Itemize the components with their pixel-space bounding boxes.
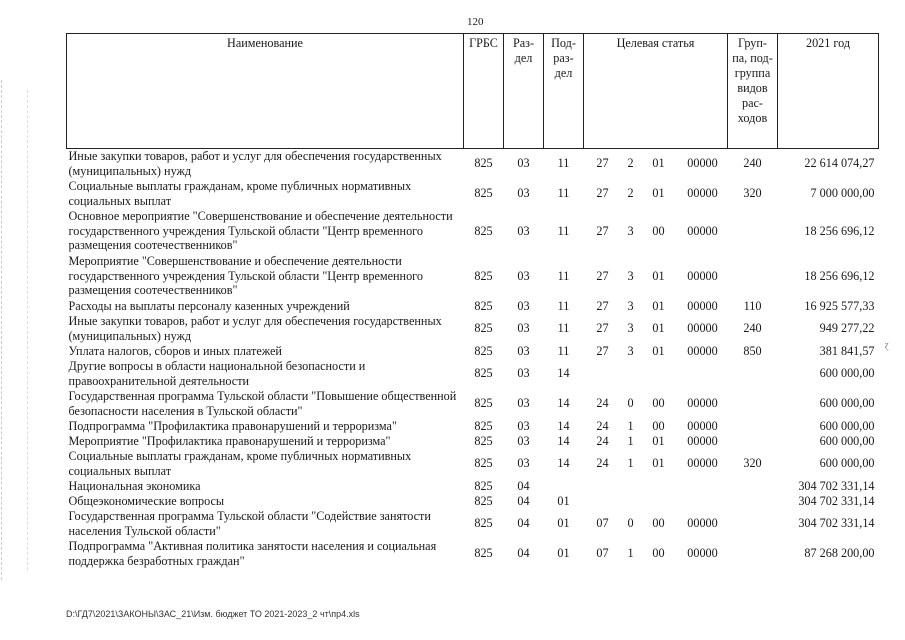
row-target-event: 00 (652, 223, 665, 238)
row-name: Иные закупки товаров, работ и услуг для обеспечения государственных (муниципальных) нужд (68, 149, 442, 178)
row-grbs: 825 (474, 156, 493, 171)
row-grbs: 825 (474, 478, 493, 493)
row-razdel: 03 (517, 321, 530, 336)
row-amount: 87 268 200,00 (804, 546, 875, 561)
row-target-event: 00 (652, 396, 665, 411)
row-target-subprogram (622, 359, 640, 389)
row-target-subprogram: 3 (627, 298, 634, 313)
row-target-program: 27 (596, 321, 609, 336)
row-expense-group (728, 359, 778, 389)
row-target-direction: 00000 (687, 433, 718, 448)
row-target-event: 01 (652, 343, 665, 358)
row-target-program: 24 (596, 433, 609, 448)
row-target-direction: 00000 (687, 268, 718, 283)
row-razdel: 03 (517, 456, 530, 471)
table-row (67, 449, 879, 479)
row-razdel: 03 (517, 186, 530, 201)
row-target-subprogram: 0 (627, 516, 634, 531)
row-podrazdel: 11 (557, 156, 570, 171)
row-target-subprogram: 3 (627, 321, 634, 336)
row-razdel: 03 (517, 343, 530, 358)
table-row (67, 509, 879, 539)
table-row (67, 299, 879, 314)
row-expense-group: 320 (743, 456, 762, 471)
row-target-subprogram: 0 (627, 396, 634, 411)
row-target-event: 01 (652, 156, 665, 171)
row-name: Иные закупки товаров, работ и услуг для обеспечения государственных (муниципальных) нужд (68, 313, 442, 343)
row-target-program (584, 359, 622, 389)
row-target-program: 07 (596, 516, 609, 531)
row-amount: 304 702 331,14 (798, 516, 875, 531)
row-target-subprogram: 1 (627, 433, 634, 448)
row-razdel: 03 (517, 268, 530, 283)
row-expense-group (728, 389, 778, 419)
row-podrazdel: 11 (557, 186, 570, 201)
row-target-event (640, 479, 678, 494)
row-razdel: 03 (517, 156, 530, 171)
row-target-direction: 00000 (687, 156, 718, 171)
row-amount: 600 000,00 (819, 456, 875, 471)
table-row (67, 149, 879, 179)
row-expense-group: 240 (743, 321, 762, 336)
row-amount: 600 000,00 (819, 433, 875, 448)
row-podrazdel: 11 (557, 223, 570, 238)
table-row (67, 254, 879, 299)
row-target-program: 27 (596, 223, 609, 238)
row-target-direction: 00000 (687, 516, 718, 531)
row-podrazdel: 11 (557, 298, 570, 313)
row-podrazdel (544, 479, 584, 494)
row-razdel: 03 (517, 396, 530, 411)
row-grbs: 825 (474, 418, 493, 433)
row-expense-group (728, 254, 778, 299)
row-target-direction: 00000 (687, 186, 718, 201)
row-podrazdel: 11 (557, 343, 570, 358)
row-amount: 600 000,00 (819, 366, 875, 381)
row-amount: 949 277,22 (819, 321, 875, 336)
row-target-program: 07 (596, 546, 609, 561)
table-row (67, 434, 879, 449)
row-expense-group (728, 509, 778, 539)
row-target-subprogram: 3 (627, 268, 634, 283)
row-grbs: 825 (474, 268, 493, 283)
row-target-event (640, 359, 678, 389)
row-grbs: 825 (474, 321, 493, 336)
row-grbs: 825 (474, 298, 493, 313)
header-name: Наименование (67, 34, 464, 149)
row-expense-group (728, 434, 778, 449)
row-grbs: 825 (474, 433, 493, 448)
row-target-event: 00 (652, 418, 665, 433)
row-expense-group (728, 479, 778, 494)
row-grbs: 825 (474, 396, 493, 411)
row-grbs: 825 (474, 456, 493, 471)
row-target-program: 24 (596, 456, 609, 471)
row-amount: 600 000,00 (819, 418, 875, 433)
row-target-event: 01 (652, 433, 665, 448)
row-name: Другие вопросы в области национальной безопасности и правоохранительной деятельности (68, 358, 366, 388)
row-target-subprogram: 2 (627, 156, 634, 171)
margin-mark: ɀ (884, 340, 889, 351)
header-grbs: ГРБС (464, 34, 504, 149)
row-target-direction (678, 359, 728, 389)
row-target-direction: 00000 (687, 396, 718, 411)
row-grbs: 825 (474, 493, 493, 508)
row-target-direction: 00000 (687, 298, 718, 313)
row-expense-group (728, 539, 778, 569)
row-razdel: 04 (517, 478, 530, 493)
row-target-direction: 00000 (687, 546, 718, 561)
row-podrazdel: 14 (557, 456, 570, 471)
row-amount: 22 614 074,27 (804, 156, 875, 171)
table-row (67, 344, 879, 359)
row-grbs: 825 (474, 343, 493, 358)
row-target-subprogram: 1 (627, 456, 634, 471)
row-target-program (584, 479, 622, 494)
row-razdel: 03 (517, 366, 530, 381)
row-expense-group (728, 209, 778, 254)
row-target-subprogram: 2 (627, 186, 634, 201)
table-row (67, 179, 879, 209)
row-grbs: 825 (474, 186, 493, 201)
row-target-subprogram (622, 494, 640, 509)
row-podrazdel: 11 (557, 268, 570, 283)
row-grbs: 825 (474, 366, 493, 381)
row-razdel: 03 (517, 298, 530, 313)
row-name: Национальная экономика (68, 478, 201, 493)
row-amount: 304 702 331,14 (798, 478, 875, 493)
table-row (67, 494, 879, 509)
row-razdel: 04 (517, 493, 530, 508)
row-target-event: 01 (652, 298, 665, 313)
row-expense-group: 850 (743, 343, 762, 358)
row-podrazdel: 14 (557, 433, 570, 448)
row-amount: 304 702 331,14 (798, 493, 875, 508)
row-target-program: 27 (596, 343, 609, 358)
row-expense-group: 110 (743, 298, 762, 313)
row-podrazdel: 01 (557, 546, 570, 561)
row-podrazdel: 01 (557, 516, 570, 531)
row-grbs: 825 (474, 546, 493, 561)
row-target-subprogram (622, 479, 640, 494)
row-target-event: 00 (652, 546, 665, 561)
row-amount: 16 925 577,33 (804, 298, 875, 313)
row-podrazdel: 14 (557, 366, 570, 381)
row-target-direction (678, 479, 728, 494)
row-target-direction: 00000 (687, 418, 718, 433)
table-row (67, 479, 879, 494)
header-expense-group: Груп- па, под- группа видов рас- ходов (728, 34, 778, 149)
row-target-event: 01 (652, 186, 665, 201)
row-target-program: 27 (596, 156, 609, 171)
row-target-event: 01 (652, 268, 665, 283)
row-expense-group (728, 419, 778, 434)
row-podrazdel: 11 (557, 321, 570, 336)
row-name: Мероприятие "Профилактика правонарушений и терроризма" (68, 433, 391, 448)
row-target-event: 00 (652, 516, 665, 531)
row-target-direction: 00000 (687, 343, 718, 358)
row-target-direction: 00000 (687, 223, 718, 238)
table-row (67, 209, 879, 254)
row-target-program: 27 (596, 268, 609, 283)
row-name: Социальные выплаты гражданам, кроме публичных нормативных социальных выплат (68, 178, 412, 208)
row-amount: 18 256 696,12 (804, 223, 875, 238)
row-podrazdel: 01 (557, 493, 570, 508)
row-name: Подпрограмма "Активная политика занятости населения и социальная поддержка безработных граждан" (68, 538, 437, 568)
budget-table (66, 33, 879, 569)
row-target-event: 01 (652, 456, 665, 471)
row-name: Расходы на выплаты персоналу казенных учреждений (68, 298, 350, 313)
row-target-event (640, 494, 678, 509)
row-target-subprogram: 1 (627, 418, 634, 433)
row-name: Основное мероприятие "Совершенствование и обеспечение деятельности государственного учреждения Тульской области "Центр временного размещения соотечественников" (68, 209, 453, 253)
row-expense-group (728, 494, 778, 509)
row-name: Государственная программа Тульской области "Повышение общественной безопасности населения в Тульской области" (68, 388, 457, 418)
row-name: Уплата налогов, сборов и иных платежей (68, 343, 282, 358)
file-path-footer: D:\ГД7\2021\ЗАКОНЫ\ЗАС_21\Изм. бюджет ТО 2021-2023_2 чт\пр4.xls (66, 609, 360, 619)
table-row (67, 314, 879, 344)
row-target-program: 27 (596, 298, 609, 313)
row-target-program: 27 (596, 186, 609, 201)
table-row (67, 419, 879, 434)
row-target-program: 24 (596, 396, 609, 411)
row-target-event: 01 (652, 321, 665, 336)
row-name: Общеэкономические вопросы (68, 493, 225, 508)
row-target-direction: 00000 (687, 456, 718, 471)
row-amount: 600 000,00 (819, 396, 875, 411)
row-target-program: 24 (596, 418, 609, 433)
table-header-row (67, 34, 879, 149)
row-target-subprogram: 3 (627, 343, 634, 358)
row-razdel: 03 (517, 223, 530, 238)
row-name: Мероприятие "Совершенствование и обеспечение деятельности государственного учреждения Тульской области "Центр временного размещения соотечественников" (68, 254, 423, 298)
row-podrazdel: 14 (557, 418, 570, 433)
row-name: Социальные выплаты гражданам, кроме публичных нормативных социальных выплат (68, 448, 412, 478)
row-razdel: 03 (517, 418, 530, 433)
table-row (67, 539, 879, 569)
header-razdel: Раз- дел (504, 34, 544, 149)
row-amount: 18 256 696,12 (804, 268, 875, 283)
row-podrazdel: 14 (557, 396, 570, 411)
row-target-subprogram: 1 (627, 546, 634, 561)
row-name: Подпрограмма "Профилактика правонарушений и терроризма" (68, 418, 397, 433)
row-amount: 7 000 000,00 (810, 186, 875, 201)
header-year: 2021 год (778, 34, 879, 149)
row-target-subprogram: 3 (627, 223, 634, 238)
table-row (67, 389, 879, 419)
row-razdel: 04 (517, 546, 530, 561)
scan-margin-line-2 (27, 90, 28, 570)
table-row (67, 359, 879, 389)
row-target-direction (678, 494, 728, 509)
row-razdel: 03 (517, 433, 530, 448)
row-amount: 381 841,57 (819, 343, 875, 358)
row-expense-group: 320 (743, 186, 762, 201)
row-target-direction: 00000 (687, 321, 718, 336)
row-grbs: 825 (474, 516, 493, 531)
row-expense-group: 240 (743, 156, 762, 171)
header-podrazdel: Под- раз- дел (544, 34, 584, 149)
page-number: 120 (467, 16, 484, 28)
scan-margin-line (1, 80, 2, 580)
row-target-program (584, 494, 622, 509)
row-razdel: 04 (517, 516, 530, 531)
row-name: Государственная программа Тульской области "Содействие занятости населения Тульской области" (68, 508, 431, 538)
row-grbs: 825 (474, 223, 493, 238)
header-target-article: Целевая статья (584, 34, 728, 149)
